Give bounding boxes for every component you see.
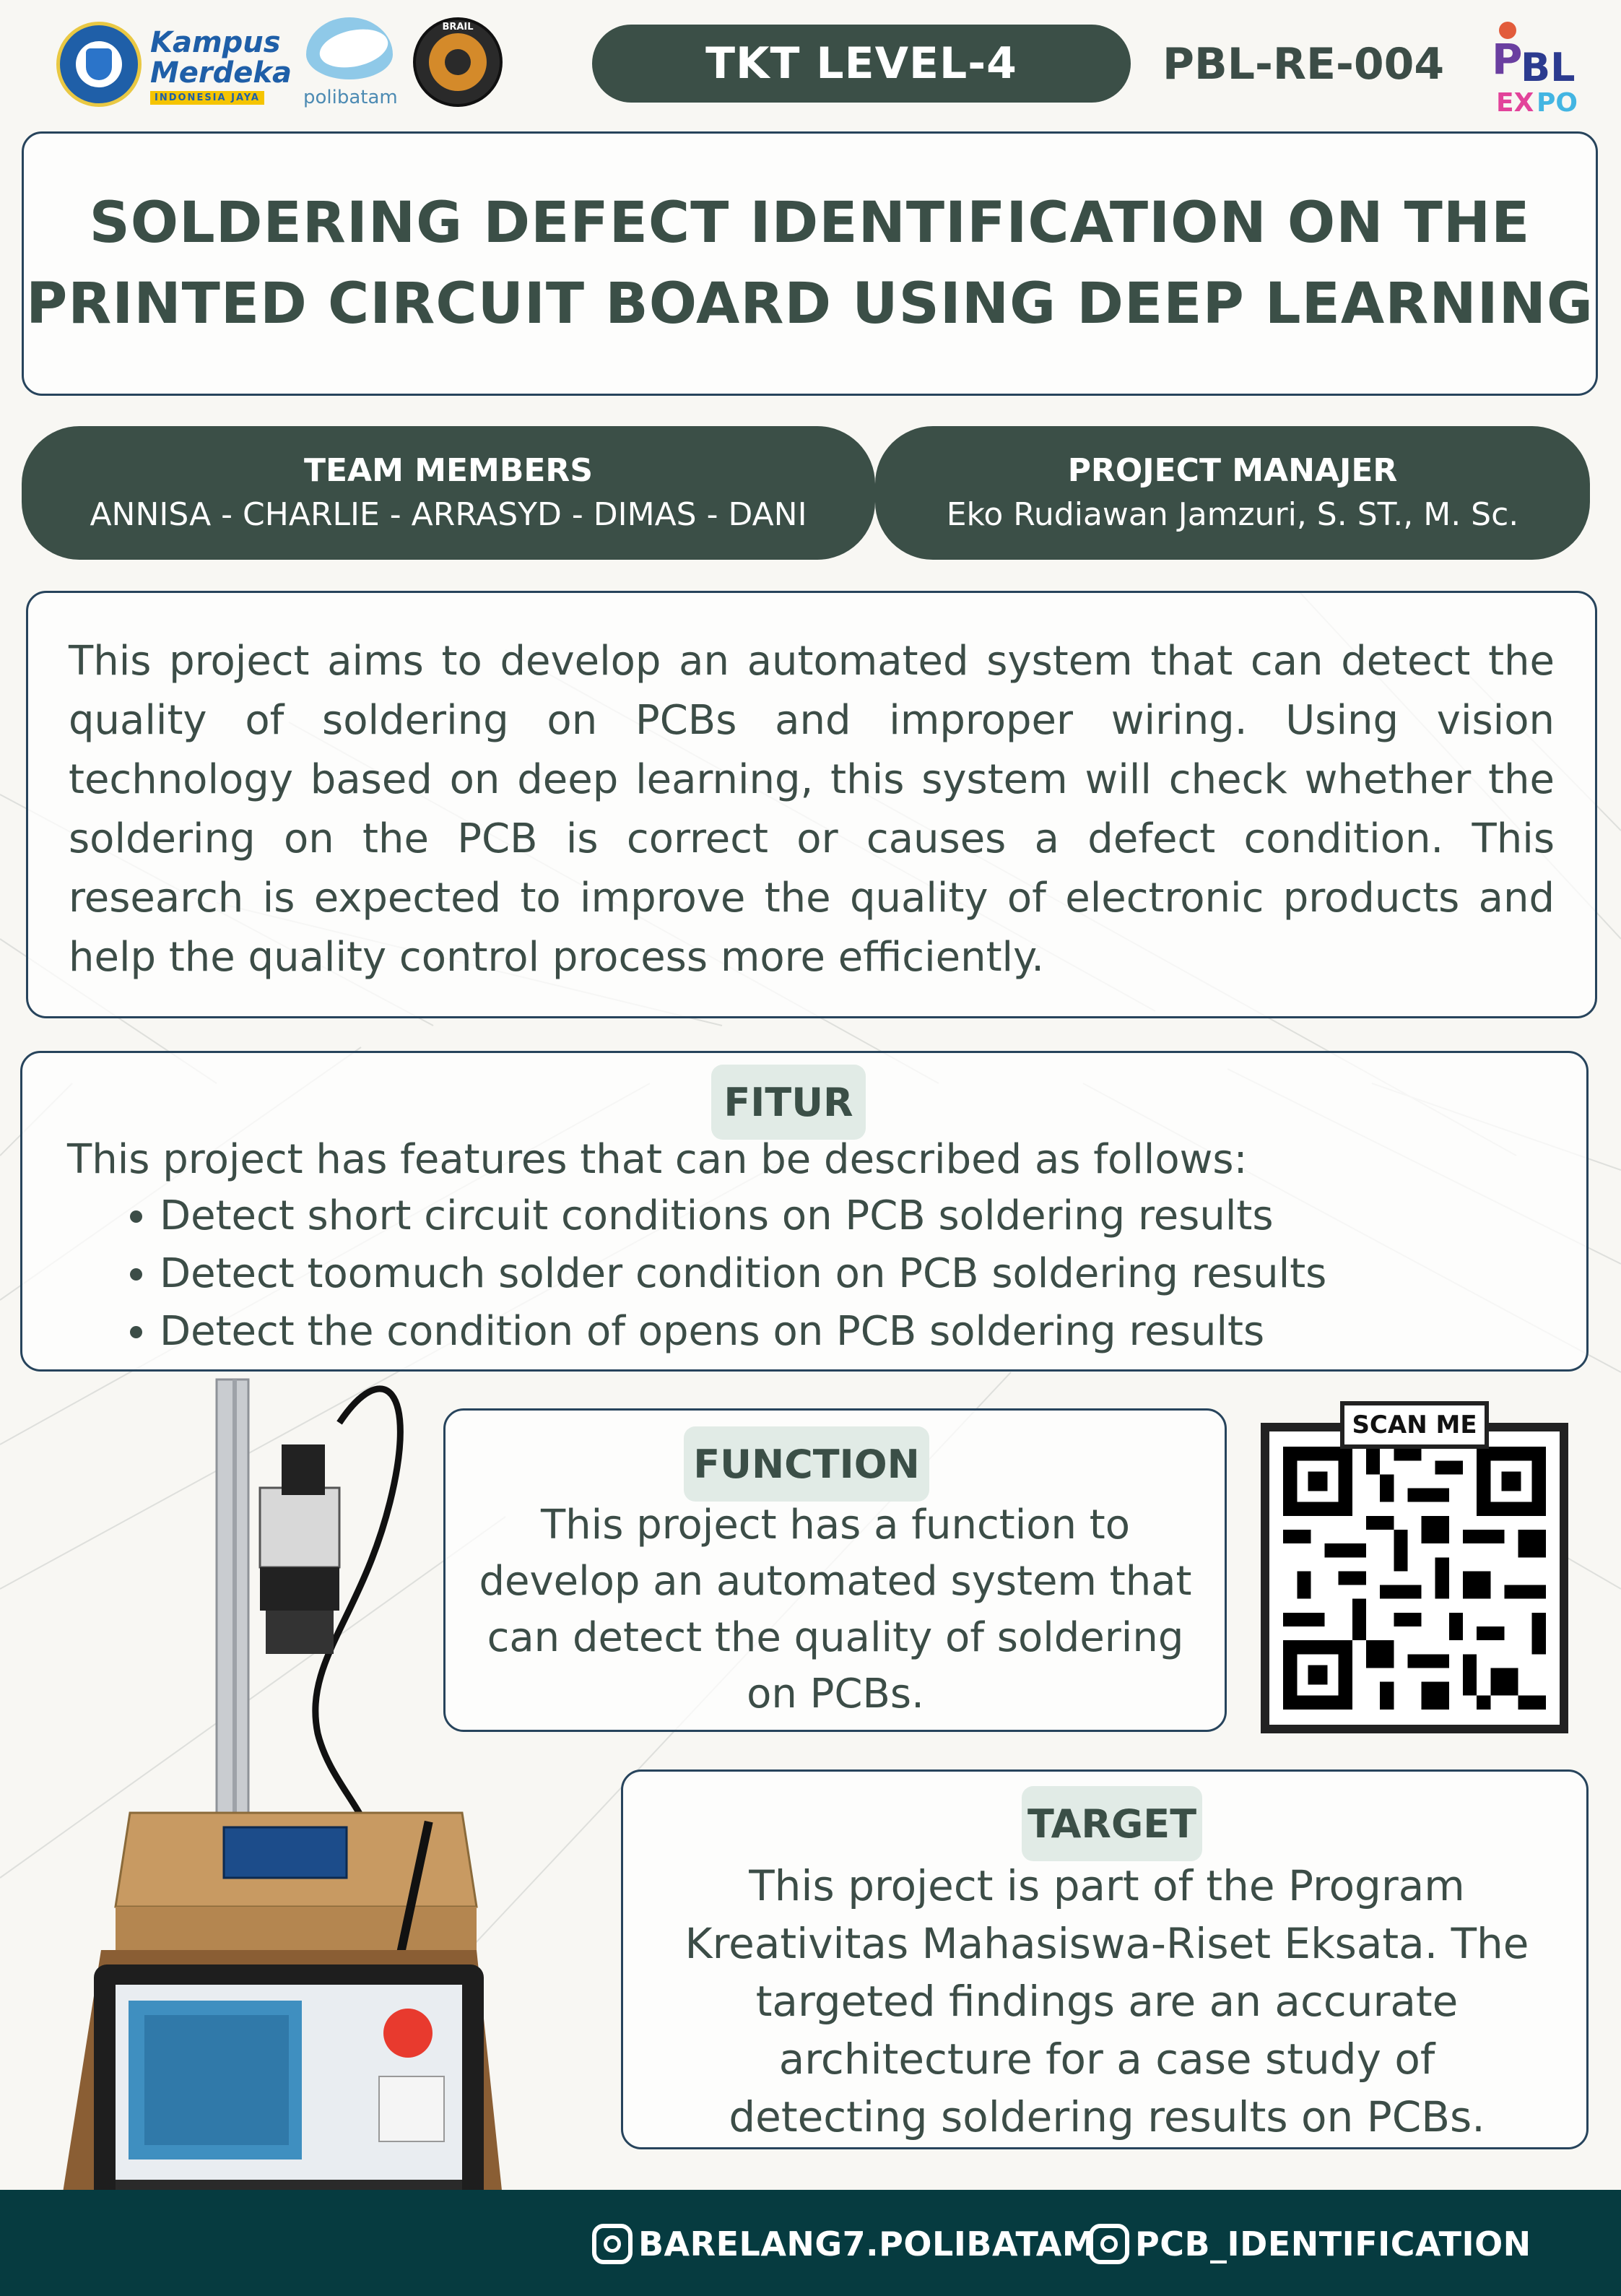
instagram-icon	[592, 2224, 633, 2264]
target-line: detecting soldering results on PCBs.	[729, 2092, 1485, 2141]
project-description: This project aims to develop an automated system that can detect the quality of soldering on PCBs and improper wiring. Using vision technology based on deep learning, this system will check whether the soldering on the PCB is correct or causes a defect condition. This research is expected to improve the quality of electronic products and help the quality control process more efficiently.	[26, 591, 1597, 1018]
title-line-2: PRINTED CIRCUIT BOARD USING DEEP LEARNING	[26, 272, 1594, 337]
target-text	[638, 1857, 1576, 2146]
qr-code[interactable]	[1261, 1423, 1568, 1733]
function-text	[460, 1497, 1211, 1723]
project-manager-name: Eko Rudiawan Jamzuri, S. ST., M. Sc.	[946, 495, 1519, 533]
target-line: This project is part of the Program	[749, 1861, 1465, 1910]
polibatam-logo-text: polibatam	[303, 87, 398, 108]
fitur-item: • Detect toomuch solder condition on PCB soldering results	[160, 1245, 1326, 1303]
target-box	[621, 1769, 1589, 2149]
function-line: develop an automated system that	[479, 1558, 1192, 1605]
target-line: targeted findings are an accurate	[755, 1977, 1459, 2026]
kampus-merdeka-logo	[150, 27, 295, 107]
footer	[0, 2190, 1621, 2296]
team-members-names: ANNISA - CHARLIE - ARRASYD - DIMAS - DANI	[90, 495, 807, 533]
team-members-pill	[22, 426, 875, 560]
brail-logo	[413, 17, 503, 107]
scan-me-label: SCAN ME	[1340, 1401, 1489, 1449]
svg-text:BL: BL	[1521, 45, 1576, 90]
instagram-link-barelang7[interactable]	[592, 2211, 1095, 2276]
team-members-heading: TEAM MEMBERS	[303, 451, 594, 489]
fitur-heading: FITUR	[711, 1065, 866, 1140]
fitur-intro: This project has features that can be described as follows:	[67, 1136, 1248, 1183]
instagram-link-pcb-identification[interactable]	[1089, 2211, 1531, 2276]
instagram-handle: PCB_IDENTIFICATION	[1135, 2224, 1531, 2263]
function-line: This project has a function to	[540, 1502, 1131, 1548]
target-line: Kreativitas Mahasiswa-Riset Eksata. The	[685, 1919, 1529, 1968]
svg-text:P: P	[1492, 35, 1523, 84]
project-manager-pill	[875, 426, 1590, 560]
kemdikbud-logo	[56, 22, 142, 107]
fitur-item: • Detect the condition of opens on PCB soldering results	[160, 1303, 1326, 1361]
target-line: architecture for a case study of	[778, 2035, 1435, 2084]
tkt-level-badge: TKT LEVEL-4	[592, 25, 1131, 103]
instagram-icon	[1089, 2224, 1129, 2264]
function-line: can detect the quality of soldering	[487, 1614, 1184, 1661]
polibatam-logo	[302, 17, 396, 111]
fitur-item: • Detect short circuit conditions on PCB soldering results	[160, 1187, 1326, 1245]
project-code: PBL-RE-004	[1162, 39, 1445, 90]
svg-text:EX: EX	[1496, 88, 1534, 118]
function-line: on PCBs.	[747, 1671, 924, 1717]
instagram-handle: BARELANG7.POLIBATAM	[638, 2224, 1096, 2263]
qr-code-pattern	[1269, 1431, 1560, 1725]
brail-logo-text: BRAIL	[442, 22, 474, 33]
kampus-merdeka-line1: Kampus	[150, 26, 281, 59]
title-line-1: SOLDERING DEFECT IDENTIFICATION ON THE	[89, 191, 1531, 256]
fitur-list	[67, 1187, 1326, 1361]
pbl-expo-logo	[1486, 16, 1594, 124]
function-box	[443, 1408, 1227, 1732]
kampus-merdeka-line2: Merdeka	[150, 56, 292, 90]
function-heading: FUNCTION	[684, 1426, 929, 1502]
svg-text:PO: PO	[1537, 88, 1578, 118]
target-heading: TARGET	[1022, 1786, 1202, 1861]
kampus-merdeka-tag: INDONESIA JAYA	[150, 91, 264, 105]
title-box	[22, 131, 1598, 396]
project-manager-heading: PROJECT MANAJER	[1067, 451, 1398, 489]
fitur-box	[20, 1051, 1589, 1372]
